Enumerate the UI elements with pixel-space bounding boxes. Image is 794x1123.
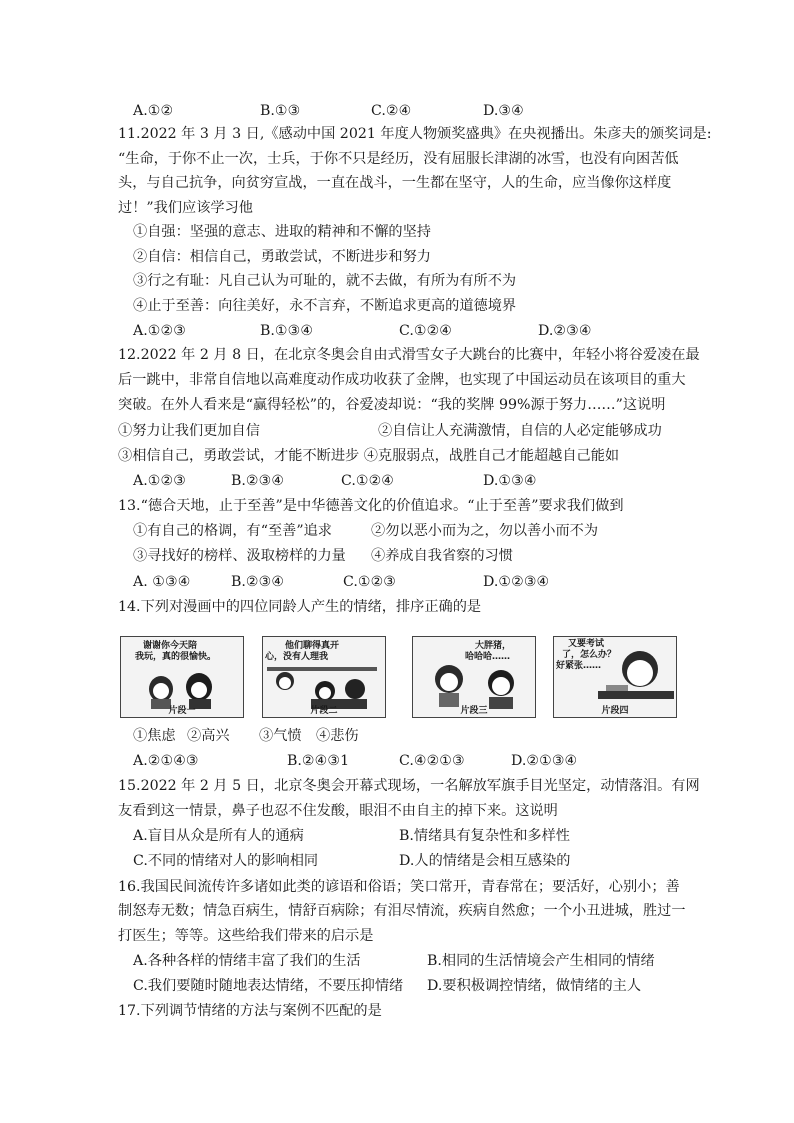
- q12-line-3: 突破。在外人看来是“赢得轻松”的，谷爱凌却说：“我的奖牌 99%源于努力……”这说明: [118, 397, 666, 413]
- comic-panel-1: [120, 636, 244, 718]
- q14-item-1: ①焦虑: [133, 728, 176, 744]
- q14-item-2: ②高兴: [187, 728, 230, 744]
- q12-item-1: ①努力让我们更加自信: [118, 423, 260, 439]
- comic-panel-1-bubble-line-1: 谢谢你今天陪: [143, 641, 198, 651]
- q14-item-4: ④悲伤: [316, 728, 359, 744]
- comic-panel-3-bubble-line-2: 哈哈哈……: [465, 652, 511, 662]
- q13-option-d: D.①②③④: [483, 574, 550, 590]
- q16-line-2: 制怒寿无数；情急百病生，情舒百病除；有泪尽情流，疾病自然愈；一个小丑进城，胜过一: [118, 903, 686, 919]
- q17-line: 17.下列调节情绪的方法与案例不匹配的是: [118, 1003, 382, 1019]
- q12-option-d: D.①③④: [483, 473, 537, 489]
- q10-option-a: A.①②: [133, 103, 174, 119]
- q12-options: [133, 471, 563, 491]
- q12-option-a: A.①②③: [133, 473, 186, 489]
- comic-panel-2-caption: 片段二: [310, 706, 338, 716]
- comic-panel-3-caption: 片段三: [460, 706, 488, 716]
- q11-option-c: C.①②④: [399, 323, 453, 339]
- q14-option-c: C.④②①③: [399, 753, 465, 769]
- q12-option-b: B.②③④: [231, 473, 285, 489]
- q10-option-b: B.①③: [260, 103, 301, 119]
- q11-item-2: ②自信：相信自己，勇敢尝试，不断进步和努力: [133, 249, 431, 265]
- q11-line-2: “生命，于你不止一次，士兵，于你不只是经历，没有屈服长津湖的冰雪，也没有向困苦低: [118, 151, 679, 167]
- q12-option-c: C.①②④: [341, 473, 395, 489]
- q16-line-3: 打医生；等等。这些给我们带来的启示是: [118, 928, 374, 944]
- q13-option-c: C.①②③: [343, 574, 397, 590]
- q16-option-c: C.我们要随时随地表达情绪，不要压抑情绪: [133, 978, 404, 994]
- q11-option-b: B.①③④: [260, 323, 314, 339]
- comic-panel-4-bubble-line-1: 又要考试: [568, 639, 605, 649]
- q14-option-d: D.②①③④: [511, 753, 578, 769]
- q13-line: 13.“德合天地，止于至善”是中华德善文化的价值追求。“止于至善”要求我们做到: [118, 498, 624, 514]
- comic-panel-1-bubble-line-2: 我玩，真的很愉快。: [135, 652, 217, 662]
- comic-panel-4: [553, 636, 677, 718]
- comic-panel-2-bubble-line-2: 心，没有人理我: [265, 652, 329, 662]
- q16-option-b: B.相同的生活情境会产生相同的情绪: [427, 953, 655, 969]
- q16-option-d: D.要积极调控情绪，做情绪的主人: [427, 978, 642, 994]
- q14-line: 14.下列对漫画中的四位同龄人产生的情绪，排序正确的是: [118, 599, 482, 615]
- q11-line-3: 头，与自己抗争，向贫穷宣战，一直在战斗，一生都在坚守，人的生命，应当像你这样度: [118, 175, 672, 191]
- q13-option-b: B.②③④: [231, 574, 285, 590]
- comic-panel-4-bubble-line-3: 好紧张……: [556, 661, 602, 671]
- q11-item-3: ③行之有耻：凡自己认为可耻的，就不去做，有所为有所不为: [133, 273, 517, 289]
- q12-item-3-4: ③相信自己，勇敢尝试，才能不断进步 ④克服弱点，战胜自己才能超越自己能如: [118, 448, 620, 464]
- q15-line-2: 友看到这一情景，鼻子也忍不住发酸，眼泪不由自主的掉下来。这说明: [118, 803, 558, 819]
- comic-panel-4-caption: 片段四: [601, 706, 629, 716]
- q15-option-a: A.盲目从众是所有人的通病: [133, 828, 304, 844]
- comic-panel-2: [262, 636, 386, 718]
- comic-panel-1-caption: 片段一: [168, 706, 196, 716]
- q15-option-b: B.情绪具有复杂性和多样性: [399, 828, 570, 844]
- q12-item-2: ②自信让人充满激情，自信的人必定能够成功: [378, 423, 662, 439]
- q13-option-a: A. ①③④: [133, 574, 191, 590]
- q13-item-2: ②勿以恶小而为之，勿以善小而不为: [371, 523, 599, 539]
- q11-item-1: ①自强：坚强的意志、进取的精神和不懈的坚持: [133, 224, 431, 240]
- q11-options: [133, 321, 653, 341]
- q10-option-d: D.③④: [483, 103, 524, 119]
- q11-option-d: D.②③④: [538, 323, 592, 339]
- q12-line-2: 后一跳中，非常自信地以高难度动作成功收获了金牌，也实现了中国运动员在该项目的重大: [118, 372, 686, 388]
- q11-line-1: 11.2022 年 3 月 3 日,《感动中国 2021 年度人物颁奖盛典》在央视播出。朱彦夫的颁奖词是:: [118, 126, 712, 142]
- q15-line-1: 15.2022 年 2 月 5 日，北京冬奥会开幕式现场，一名解放军旗手目光坚定，动情落泪。有网: [118, 778, 700, 794]
- comic-panel-2-bubble-line-1: 他们聊得真开: [285, 641, 340, 651]
- q14-option-b: B.②④③1: [287, 753, 350, 769]
- q13-item-1: ①有自己的格调，有“至善”追求: [133, 523, 332, 539]
- comic-panel-4-bubble-line-2: 了，怎么办？: [562, 650, 617, 660]
- q10-option-c: C.②④: [371, 103, 412, 119]
- q14-items: [133, 726, 393, 746]
- q16-line-1: 16.我国民间流传许多诸如此类的谚语和俗语；笑口常开，青春常在；要活好，心别小；善: [118, 879, 680, 895]
- q14-option-a: A.②①④③: [133, 753, 199, 769]
- q10-options: [133, 101, 553, 121]
- q12-line-1: 12.2022 年 2 月 8 日，在北京冬奥会自由式滑雪女子大跳台的比赛中，年轻小将谷爱凌在最: [118, 347, 700, 363]
- q11-option-a: A.①②③: [133, 323, 186, 339]
- q16-option-a: A.各种各样的情绪丰富了我们的生活: [133, 953, 361, 969]
- q15-option-c: C.不同的情绪对人的影响相同: [133, 853, 319, 869]
- q11-line-4: 过！”我们应该学习他: [118, 200, 253, 216]
- q11-item-4: ④止于至善：向往美好，永不言弃，不断追求更高的道德境界: [133, 298, 517, 314]
- q15-option-d: D.人的情绪是会相互感染的: [399, 853, 571, 869]
- q14-options: [133, 751, 613, 771]
- comic-panel-3: [412, 636, 536, 718]
- q13-item-3: ③寻找好的榜样、汲取榜样的力量: [133, 548, 346, 564]
- comic-panel-3-bubble-line-1: 大胖猪，: [475, 641, 512, 651]
- q13-options: [133, 572, 593, 592]
- q13-item-4: ④养成自我省察的习惯: [371, 548, 513, 564]
- q14-item-3: ③气愤: [259, 728, 302, 744]
